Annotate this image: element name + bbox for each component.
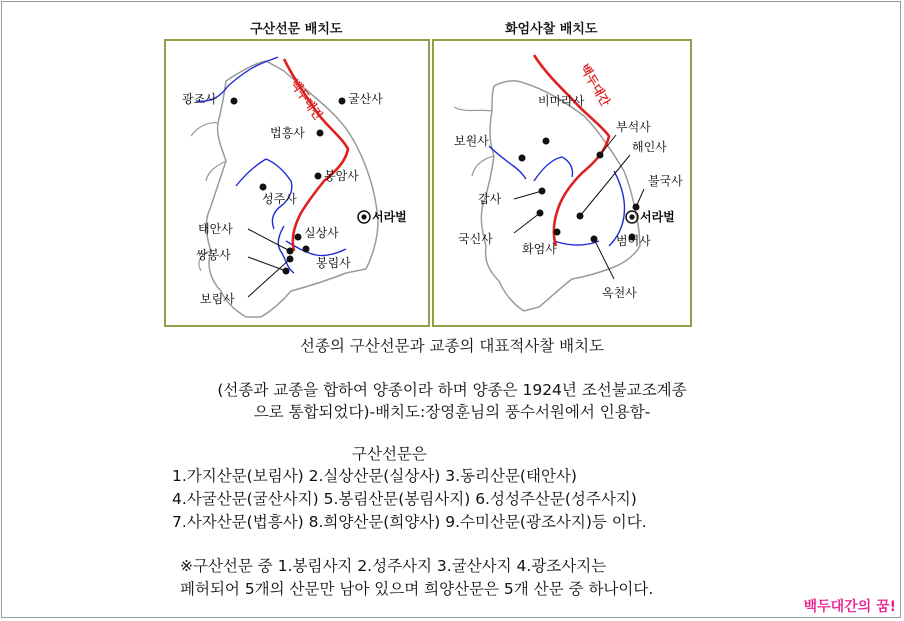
svg-text:굴산사: 굴산사 [348,92,383,106]
right-map-panel [432,39,692,327]
ridge-label: 백두대간 [287,76,326,123]
svg-text:법흥사: 법흥사 [270,126,305,140]
svg-text:봉암사: 봉암사 [324,169,359,183]
svg-text:성주사: 성주사 [262,192,297,206]
svg-text:국신사: 국신사 [458,232,493,246]
left-map-panel [164,39,430,327]
temple-hwaeomsa [522,229,561,257]
note-line-1: (선종과 교종을 합하여 양종이라 하며 양종은 1924년 조선불교조계종 [217,381,687,399]
coastline [481,81,640,311]
svg-text:보원사: 보원사 [454,134,489,148]
capital-seorabeol [358,209,407,224]
svg-text:쌍봉사: 쌍봉사 [196,248,231,262]
svg-text:서라벌: 서라벌 [372,210,407,224]
svg-text:봉림사: 봉림사 [316,256,351,270]
footnote-line-2: 페허되어 5개의 산문만 남아 있으며 희양산문은 5개 산문 중 하나이다. [180,580,654,598]
temple-gulsansa [339,91,384,106]
list-line-3: 7.사자산문(법흥사) 8.희양산문(희양사) 9.수미산문(광조사지)등 이다. [172,513,647,531]
ridge-label: 백두대간 [577,61,613,109]
temple-beomeosa [616,233,651,248]
temple-guksinsa [458,210,544,247]
left-map-svg [166,41,428,325]
svg-text:부석사: 부석사 [616,120,651,134]
temple-bulguksa [633,173,684,211]
svg-text:화엄사: 화엄사 [522,242,557,256]
svg-text:해인사: 해인사 [632,140,667,154]
temple-gapsa [478,188,546,207]
svg-text:광조사: 광조사 [182,92,217,106]
list-line-2: 4.사굴산문(굴산사지) 5.봉림산문(봉림사지) 6.성성주산문(성주사지) [172,490,637,508]
svg-text:태안사: 태안사 [198,222,233,236]
temple-bongamsa [315,168,360,183]
svg-text:옥천사: 옥천사 [602,286,637,300]
right-map-title: 화엄사찰 배치도 [505,22,598,37]
temple-bongnimsa [303,246,352,271]
list-line-1: 1.가지산문(보림사) 2.실상산문(실상사) 3.동리산문(태안사) [172,467,577,485]
note-line-2: 으로 통합되었다)-배치도:장영훈님의 풍수서원에서 인용함- [253,403,651,421]
temple-silsangsa [295,225,340,241]
svg-text:갑사: 갑사 [478,192,502,206]
river-geum [534,157,573,181]
right-map-svg [434,41,690,325]
capital-seorabeol [626,209,675,224]
svg-text:범어사: 범어사 [616,234,651,248]
list-heading: 구산선문은 [352,445,427,463]
temple-gwangjosa [182,91,238,106]
svg-text:불국사: 불국사 [648,174,683,188]
svg-text:보림사: 보림사 [200,292,235,306]
temple-beopheungsa [270,125,324,140]
river-han [489,146,526,179]
river-nakdong [286,241,346,256]
svg-text:실상사: 실상사 [304,226,339,240]
figure-caption: 선종의 구산선문과 교종의 대표적사찰 배치도 [299,337,605,355]
svg-text:서라벌: 서라벌 [640,210,675,224]
left-map-title: 구산선문 배치도 [250,22,343,37]
signature: 백두대간의 꿈! [803,599,896,615]
svg-text:비마라사: 비마라사 [538,94,585,108]
temple-bimarasa [538,93,585,145]
footnote-line-1: ※구산선문 중 1.봉림사지 2.성주사지 3.굴산사지 4.광조사지는 [180,557,607,575]
